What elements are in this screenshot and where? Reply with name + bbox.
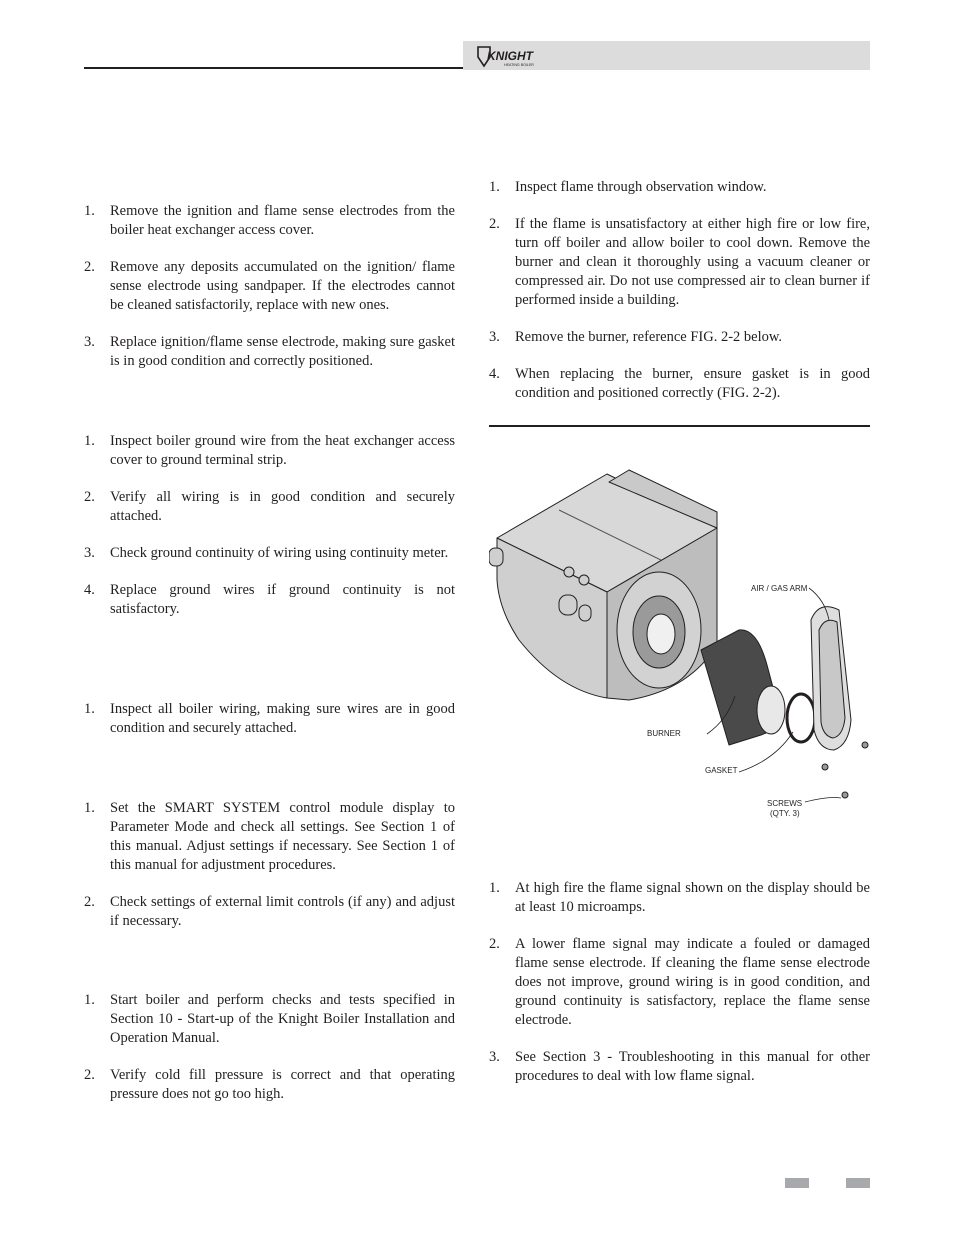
- list-item: 2. Verify cold fill pressure is correct and that operating pressure does not go too high.: [84, 1067, 455, 1102]
- label-screws: SCREWS: [767, 799, 803, 808]
- list-item: 4. Replace ground wires if ground continuity is not satisfactory.: [84, 582, 455, 617]
- list-item: 2. If the flame is unsatisfactory at either high fire or low fire, turn off boiler and allow boiler to cool down. Remove the burner and clean it thoroughly using a vacuum cleaner or compressed air. Do not use compressed air to clean burner if performed inside a building.: [489, 216, 870, 308]
- burner-assembly-figure: [489, 460, 870, 830]
- list-item: 1. Start boiler and perform checks and tests specified in Section 10 - Start-up of the Knight Boiler Installation and Operation Manual.: [84, 992, 455, 1046]
- list-item: 2. A lower flame signal may indicate a fouled or damaged flame sense electrode. If cleaning the flame sense electrode does not improve, ground wiring is in good condition, and ground continuity is satisfactory, replace the flame sense electrode.: [489, 936, 870, 1028]
- left-section-controls: [84, 799, 455, 931]
- list-item: 1. At high fire the flame signal shown on the display should be at least 10 microamps.: [489, 880, 870, 915]
- right-section-burner: [489, 178, 870, 403]
- list-item: 1. Inspect all boiler wiring, making sure wires are in good condition and securely attached.: [84, 701, 455, 736]
- footer-box-left: [785, 1178, 809, 1188]
- list-item: 1. Inspect flame through observation window.: [489, 179, 767, 195]
- list-item: 3. Replace ignition/flame sense electrode, making sure gasket is in good condition and correctly positioned.: [84, 334, 455, 369]
- svg-text:KNIGHT: KNIGHT: [487, 49, 533, 63]
- list-item: 4. When replacing the burner, ensure gasket is in good condition and positioned correctly (FIG. 2-2).: [489, 366, 870, 401]
- label-gasket: GASKET: [705, 766, 738, 775]
- right-section-flame-signal: [489, 879, 870, 1086]
- svg-text:HEATING BOILER: HEATING BOILER: [504, 63, 534, 67]
- label-burner: BURNER: [647, 729, 681, 738]
- list-item: 2. Verify all wiring is in good condition and securely attached.: [84, 489, 455, 524]
- list-item: 3. Check ground continuity of wiring using continuity meter.: [84, 545, 449, 561]
- list-item: 3. See Section 3 - Troubleshooting in this manual for other procedures to deal with low flame signal.: [489, 1049, 870, 1084]
- left-section-startup: [84, 991, 455, 1104]
- left-section-wiring: [84, 700, 455, 738]
- list-item: 1. Remove the ignition and flame sense electrodes from the boiler heat exchanger access cover.: [84, 203, 455, 238]
- left-section-ground: [84, 432, 455, 619]
- list-item: 3. Remove the burner, reference FIG. 2-2 below.: [489, 329, 783, 345]
- list-item: 2. Check settings of external limit controls (if any) and adjust if necessary.: [84, 894, 455, 929]
- list-item: 1. Set the SMART SYSTEM control module display to Parameter Mode and check all settings. See Section 1 of this manual. Adjust settings if necessary. See Section 1 of this manual for adjustment procedures.: [84, 800, 455, 873]
- label-air-gas-arm: AIR / GAS ARM: [751, 584, 808, 593]
- left-section-electrodes: [84, 202, 455, 371]
- figure-rule: [489, 425, 870, 427]
- label-screws-qty: (QTY. 3): [770, 809, 800, 818]
- footer-box-right: [846, 1178, 870, 1188]
- knight-logo: [476, 43, 566, 69]
- list-item: 1. Inspect boiler ground wire from the heat exchanger access cover to ground terminal strip.: [84, 433, 455, 468]
- list-item: 2. Remove any deposits accumulated on the ignition/ flame sense electrode using sandpaper. If the electrodes cannot be cleaned satisfactorily, replace with new ones.: [84, 259, 455, 313]
